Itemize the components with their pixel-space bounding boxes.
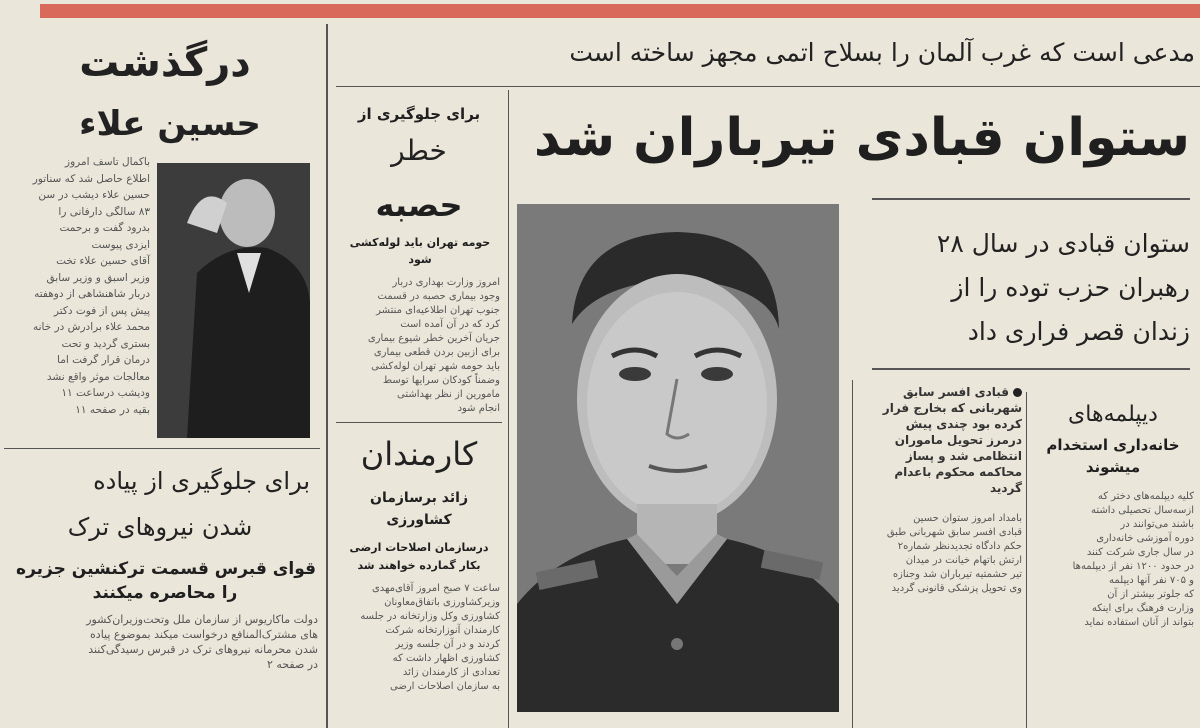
bullet-line: گردید [989,481,1022,495]
bullet-line: شهربانی که بخارج فرار [882,401,1022,415]
diploma-sub2: میشوند [1085,458,1141,476]
typhoid-sub: حومه تهران باید لوله‌کشی شود [349,236,491,266]
obituary-title: درگذشت [79,40,251,86]
obituary-name: حسین علاء [79,104,261,144]
body-line: حکم دادگاه تجدیدنظر شماره۲ [897,541,1022,552]
column-rule [326,24,328,728]
main-story-body [858,512,1022,596]
subhead-rule [872,198,1190,200]
employees-body: ساعت ۷ صبح امروز آقای‌مهدی وزیرکشاورزی باتفاق‌معاونان کشاورزی وکل وزارتخانه در جلسه کارمندان آنوزارتخانه شرکت کردند و در آن جلسه وزیر کشاورزی اظهار داشت که تعدادی از کارمندان زائد به سازمان اصلاحات ارضی [360,583,500,692]
main-subhead [860,222,1190,354]
employees-sub4: بکار گمارده خواهند شد [357,559,481,572]
bullet-line: قبادی افسر سابق [902,385,1009,399]
cyprus-body: دولت ماکاریوس از سازمان ملل وتحت‌وزیران‌کشور های مشترک‌المنافع درخواست میکند بموضوع پیاده شدن محرمانه نیروهای ترک در قبرس رسیدگی‌کنند در صفحه ۲ [86,613,318,671]
employees-sub2: کشاورزی [386,512,452,528]
cyprus-kicker2: شدن نیروهای ترک [67,513,253,541]
diploma-body: کلیه دیپلمه‌های دختر که ازسه‌سال تحصیلی داشته باشند می‌توانند در دوره آموزشی خانه‌داری در سال جاری شرکت کنند در حدود ۱۲۰۰ نفر از دیپلمه‌ها و ۷۰۵ نفر آنها دیپلمه که جلوتر بیشتر از آن وزارت فرهنگ برای اینکه بتواند از آنان استفاده نماید [1072,491,1194,628]
body-line: قبادی افسر سابق شهربانی طبق [886,527,1022,538]
banner-rule [336,86,1200,87]
bullet-icon [1013,388,1022,397]
subhead-line: زندان قصر فراری داد [967,317,1190,346]
red-top-stripe [40,4,1200,18]
section-rule [336,422,502,423]
body-line: وی تحویل پزشکی قانونی گردید [891,583,1022,594]
diploma-story [1032,400,1194,630]
typhoid-word: خطر [391,134,447,167]
body-line: تیر حشمتیه تیرباران شد وجنازه [892,569,1022,580]
obituary-photo-illustration [157,163,310,438]
diploma-title: دیپلمه‌های [1068,402,1158,427]
bullet-line: کرده بود چندی پیش [905,417,1022,431]
body-line: بامداد امروز ستوان حسین [913,513,1022,524]
bullet-story [858,384,1022,496]
typhoid-body: امروز وزارت بهداری دربار وجود بیماری حصبه در قسمت جنوب تهران اطلاعیه‌ای منتشر کرد که در آن آمده است جریان آخرین خطر شیوع بیماری برای ازبین بردن قطعی بیماری باید حومه شهر تهران لوله‌کشی وضمناً کودکان سرایها توسط مامورین از نظر بهداشتی انجام شود [367,277,500,414]
body-line: ارتش باتهام خیانت در میدان [905,555,1022,566]
bullet-line: انتظامی شد و پساز [905,449,1022,463]
employees-sub1: زائد برسازمان [370,490,468,506]
typhoid-kicker: برای جلوگیری از [357,105,481,123]
subhead-rule [872,368,1190,370]
typhoid-title: حصبه [375,186,463,224]
portrait-photo [517,204,839,712]
employees-title: کارمندان [360,435,478,473]
cyprus-kicker: برای جلوگیری از پیاده [93,467,310,495]
cyprus-headline: قوای قبرس قسمت ترکنشین جزیره [16,559,316,579]
cyprus-headline2: را محاصره میکنند [92,583,238,603]
diploma-sub: خانه‌داری استخدام [1046,436,1180,454]
subhead-line: ستوان قبادی در سال ۲۸ [936,229,1190,258]
banner-headline: مدعی است که غرب آلمان را بسلاح اتمی مجهز ساخته است [569,38,1195,67]
obituary-photo [157,163,310,438]
column-rule [852,380,853,728]
bullet-line: درمرز تحویل ماموران [894,433,1022,447]
section-rule [4,448,320,449]
main-headline: ستوان قبادی تیرباران شد [533,108,1190,168]
employees-sub3: درسازمان اصلاحات ارضی [349,541,489,554]
bullet-line: محاکمه محکوم باعدام [894,465,1022,479]
portrait-illustration [517,204,839,712]
column-rule [1026,392,1027,728]
obituary-body: باکمال تاسف امروز اطلاع حاصل شد که سناتور حسین علاء دیشب در سن ۸۳ سالگی دارفانی را بدرود گفت و برحمت ایزدی پیوست آقای حسین علاء تخت وزیر اسبق و وزیر سابق دربار شاهنشاهی از دوهفته پیش پس از فوت دکتر محمد علاء برادرش در خانه بستری گردید و تحت درمان قرار گرفت اما معالجات موثر واقع نشد ودیشب درساعت ۱۱ بقیه در صفحه ۱۱ [32,156,150,416]
column-rule [508,90,509,728]
subhead-line: رهبران حزب توده را از [951,273,1190,302]
